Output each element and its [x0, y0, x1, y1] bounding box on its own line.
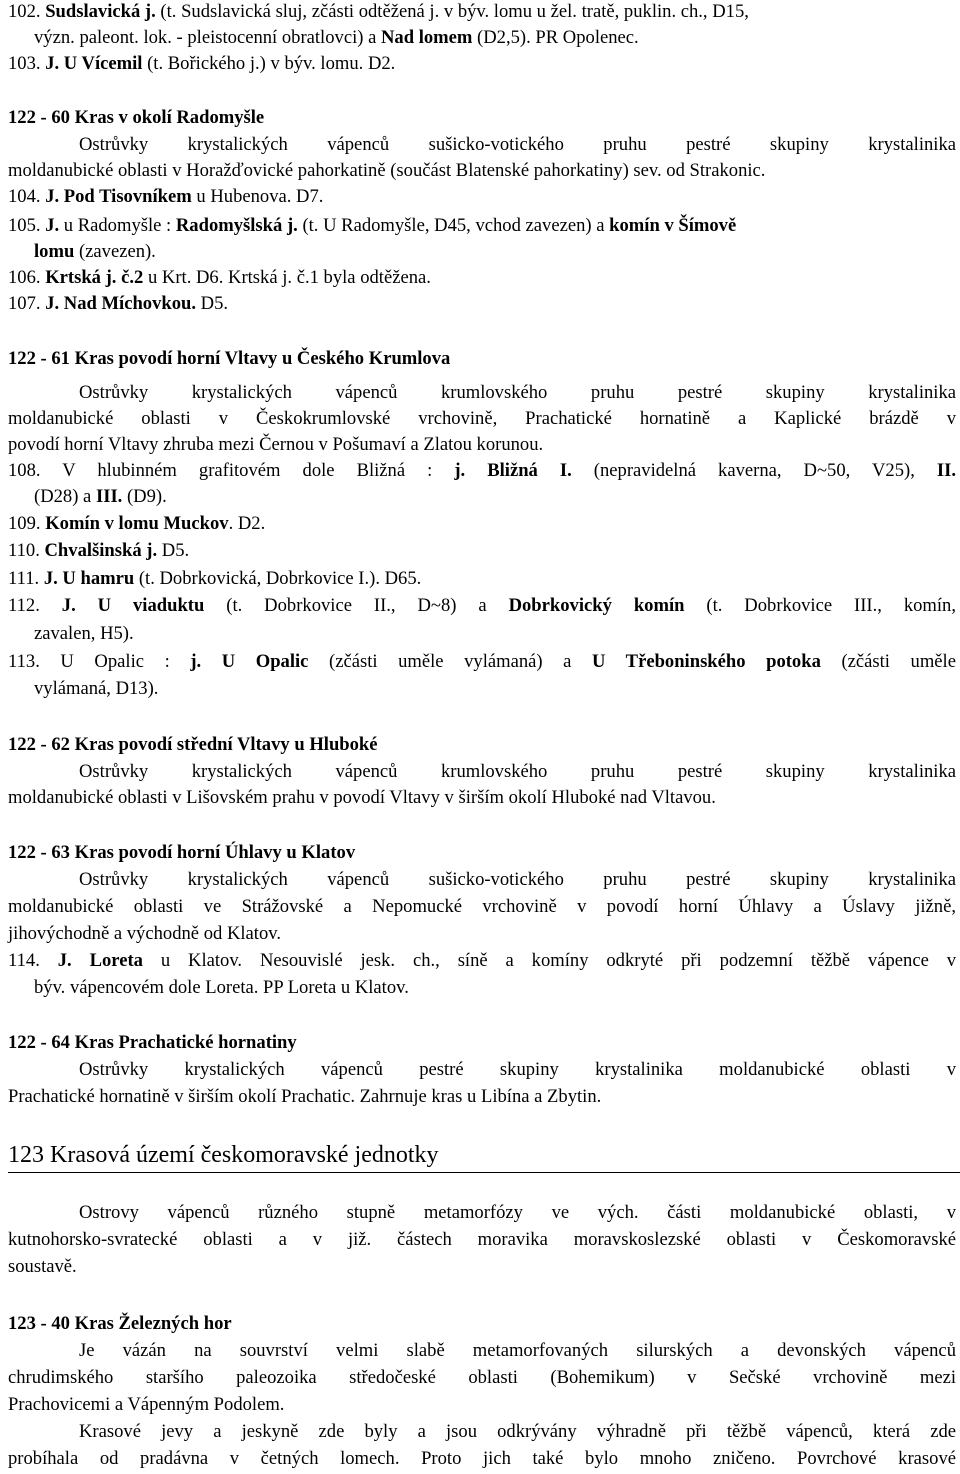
text-run: 112. [8, 595, 62, 616]
text-run: u Klatov. Nesouvislé jesk. ch., síně a komíny odkryté při podzemní těžbě vápence v [142, 950, 957, 971]
text-line [8, 1339, 956, 1363]
text-run: býv. vápencovém dole Loreta. PP Loreta u Klatov. [34, 977, 409, 998]
text-line [8, 1366, 956, 1390]
text-run: . D2. [228, 513, 266, 534]
text-line [8, 868, 956, 892]
text-line [8, 240, 956, 264]
text-line [8, 214, 956, 238]
text-run: (nepravidelná kaverna, D~50, V25), [571, 460, 937, 481]
text-run: moldanubické oblasti v Horažďovické pahorkatině (součást Blatenské pahorkatiny) sev. od Strakonic. [8, 160, 766, 181]
text-run: Prachovicemi a Vápenným Podolem. [8, 1394, 285, 1415]
text-run: (D28) a [34, 486, 96, 507]
text-run: (zčásti uměle [820, 651, 956, 672]
text-run: 107. [8, 293, 46, 314]
bold-run: Dobrkovický komín [508, 595, 685, 616]
text-line [8, 433, 956, 457]
text-line [8, 594, 956, 618]
text-run: Je vázán na souvrství velmi slabě metamorfovaných silurských a devonských vápenců [79, 1340, 956, 1361]
text-run: moldanubické oblasti v Českokrumlovské vrchovině, Prachatické hornatině a Kaplické brázdě v [8, 408, 956, 429]
text-line [8, 381, 956, 405]
text-run: Krasové jevy a jeskyně zde byly a jsou odkrývány výhradně při těžbě vápenců, která zde [79, 1421, 956, 1442]
text-run: jihovýchodně a východně od Klatov. [8, 923, 281, 944]
text-run: moldanubické oblasti ve Strážovské a Nepomucké vrchovině v povodí horní Úhlavy a Úslavy jižně, [8, 896, 956, 917]
bold-run: J. Nad Míchovkou. [45, 293, 197, 314]
text-line [8, 1201, 956, 1225]
text-run: D5. [157, 540, 190, 561]
bold-run: J. U hamru [43, 568, 135, 589]
bold-run: 122 - 63 Kras povodí horní Úhlavy u Klatov [8, 842, 356, 863]
bold-run: J. [45, 215, 60, 236]
bold-run: 122 - 61 Kras povodí horní Vltavy u Českého Krumlova [8, 348, 451, 369]
text-line [8, 485, 956, 509]
section-heading: 123 Krasová území českomoravské jednotky [8, 1140, 960, 1173]
bold-run: Krtská j. č.2 [45, 267, 144, 288]
text-run: Ostrůvky krystalických vápenců sušicko-votického pruhu pestré skupiny krystalinika [79, 134, 956, 155]
text-run: u Hubenova. D7. [191, 186, 324, 207]
text-line [8, 1228, 956, 1252]
text-line [8, 512, 956, 536]
bold-run: J. U Vícemil [45, 53, 143, 74]
text-run: moldanubické oblasti v Lišovském prahu v povodí Vltavy v širším okolí Hluboké nad Vltavou. [8, 787, 716, 808]
text-line [8, 922, 956, 946]
text-run: (t. U Radomyšle, D45, vchod zavezen) a [297, 215, 610, 236]
text-line [8, 1312, 956, 1336]
bold-run: J. U viaduktu [61, 595, 205, 616]
text-line [8, 949, 956, 973]
text-run: Ostrůvky krystalických vápenců krumlovského pruhu pestré skupiny krystalinika [79, 761, 956, 782]
text-line [8, 760, 956, 784]
text-run: Ostrůvky krystalických vápenců sušicko-votického pruhu pestré skupiny krystalinika [79, 869, 956, 890]
bold-run: J. Pod Tisovníkem [45, 186, 192, 207]
text-line [8, 0, 956, 24]
text-run: (t. Dobrkovická, Dobrkovice I.). D65. [134, 568, 422, 589]
bold-run: j. U Opalic [190, 651, 309, 672]
bold-run: Radomyšlská j. [175, 215, 298, 236]
text-line [8, 895, 956, 919]
text-line [8, 106, 956, 130]
text-run: 113. U Opalic : [8, 651, 191, 672]
bold-run: 123 - 40 Kras Železných hor [8, 1313, 232, 1334]
text-run: (zavezen). [74, 241, 156, 262]
text-run: (t. Sudslavická sluj, zčásti odtěžená j. v býv. lomu u žel. tratě, puklin. ch., D15, [155, 1, 749, 22]
text-line [8, 1447, 956, 1471]
text-run: 108. V hlubinném grafitovém dole Bližná : [8, 460, 455, 481]
text-run: Ostrovy vápenců různého stupně metamorfózy ve vých. části moldanubické oblasti, v [79, 1202, 956, 1223]
text-run: povodí horní Vltavy zhruba mezi Černou v Pošumaví a Zlatou korunou. [8, 434, 544, 455]
text-run: 111. [8, 568, 44, 589]
text-run: Prachatické hornatině v širším okolí Prachatic. Zahrnuje kras u Libína a Zbytin. [8, 1086, 602, 1107]
bold-run: 122 - 62 Kras povodí střední Vltavy u Hluboké [8, 734, 378, 755]
text-run: probíhala od pradávna v četných lomech. Proto jich také bylo mnoho zničeno. Povrchové krasové [8, 1448, 956, 1469]
bold-run: Nad lomem [380, 27, 473, 48]
text-line [8, 1420, 956, 1444]
text-line [8, 407, 956, 431]
text-run: 109. [8, 513, 46, 534]
text-line [8, 159, 956, 183]
bold-run: j. Bližná I. [454, 460, 572, 481]
text-run: 104. [8, 186, 46, 207]
text-run: (D2,5). PR Opolenec. [472, 27, 639, 48]
text-run: Ostrůvky krystalických vápenců krumlovského pruhu pestré skupiny krystalinika [79, 382, 956, 403]
bold-run: komín v Šímově [609, 215, 737, 236]
text-line [8, 677, 956, 701]
bold-run: 122 - 64 Kras Prachatické hornatiny [8, 1032, 297, 1053]
text-run: kutnohorsko-svratecké oblasti a v již. částech moravika moravskoslezské oblasti v Českomoravské [8, 1229, 956, 1250]
text-line [8, 292, 956, 316]
text-line [8, 347, 956, 371]
text-line [8, 567, 956, 591]
text-line [8, 185, 956, 209]
text-run: 106. [8, 267, 46, 288]
text-line [8, 133, 956, 157]
text-line [8, 1058, 956, 1082]
text-run: 114. [8, 950, 58, 971]
text-run: u Radomyšle : [59, 215, 176, 236]
text-run: u Krt. D6. Krtská j. č.1 byla odtěžena. [143, 267, 431, 288]
bold-run: lomu [34, 241, 75, 262]
bold-run: U Třeboninského potoka [592, 651, 821, 672]
text-line [8, 1031, 956, 1055]
text-line [8, 1085, 956, 1109]
text-run: význ. paleont. lok. - pleistocenní obratlovci) a [34, 27, 381, 48]
text-line [8, 266, 956, 290]
text-run: 105. [8, 215, 46, 236]
bold-run: Sudslavická j. [45, 1, 156, 22]
text-run: 102. [8, 1, 46, 22]
text-line [8, 650, 956, 674]
bold-run: 122 - 60 Kras v okolí Radomyšle [8, 107, 265, 128]
text-line [8, 841, 956, 865]
text-run: 110. [8, 540, 45, 561]
bold-run: II. [936, 460, 957, 481]
text-run: D5. [196, 293, 229, 314]
text-line [8, 733, 956, 757]
bold-run: Chvalšinská j. [44, 540, 158, 561]
bold-run: J. Loreta [57, 950, 143, 971]
text-run: (D9). [122, 486, 167, 507]
text-line [8, 459, 956, 483]
text-line [8, 1393, 956, 1417]
text-line [8, 976, 956, 1000]
text-run: zavalen, H5). [34, 623, 134, 644]
text-line [8, 622, 956, 646]
text-run: chrudimského staršího paleozoika středočeské oblasti (Bohemikum) v Sečské vrchovině mezi [8, 1367, 956, 1388]
text-run: soustavě. [8, 1256, 77, 1277]
text-run: (t. Dobrkovice III., komín, [684, 595, 956, 616]
text-run: 103. [8, 53, 46, 74]
text-run: (t. Bořického j.) v býv. lomu. D2. [142, 53, 396, 74]
bold-run: III. [95, 486, 123, 507]
text-run: Ostrůvky krystalických vápenců pestré skupiny krystalinika moldanubické oblasti v [79, 1059, 956, 1080]
text-line [8, 539, 956, 563]
text-line [8, 26, 956, 50]
text-line [8, 1255, 956, 1279]
text-line [8, 52, 956, 76]
bold-run: Komín v lomu Muckov [45, 513, 229, 534]
text-run: (t. Dobrkovice II., D~8) a [204, 595, 509, 616]
text-line [8, 786, 956, 810]
text-run: (zčásti uměle vylámaná) a [308, 651, 592, 672]
text-run: vylámaná, D13). [34, 678, 159, 699]
